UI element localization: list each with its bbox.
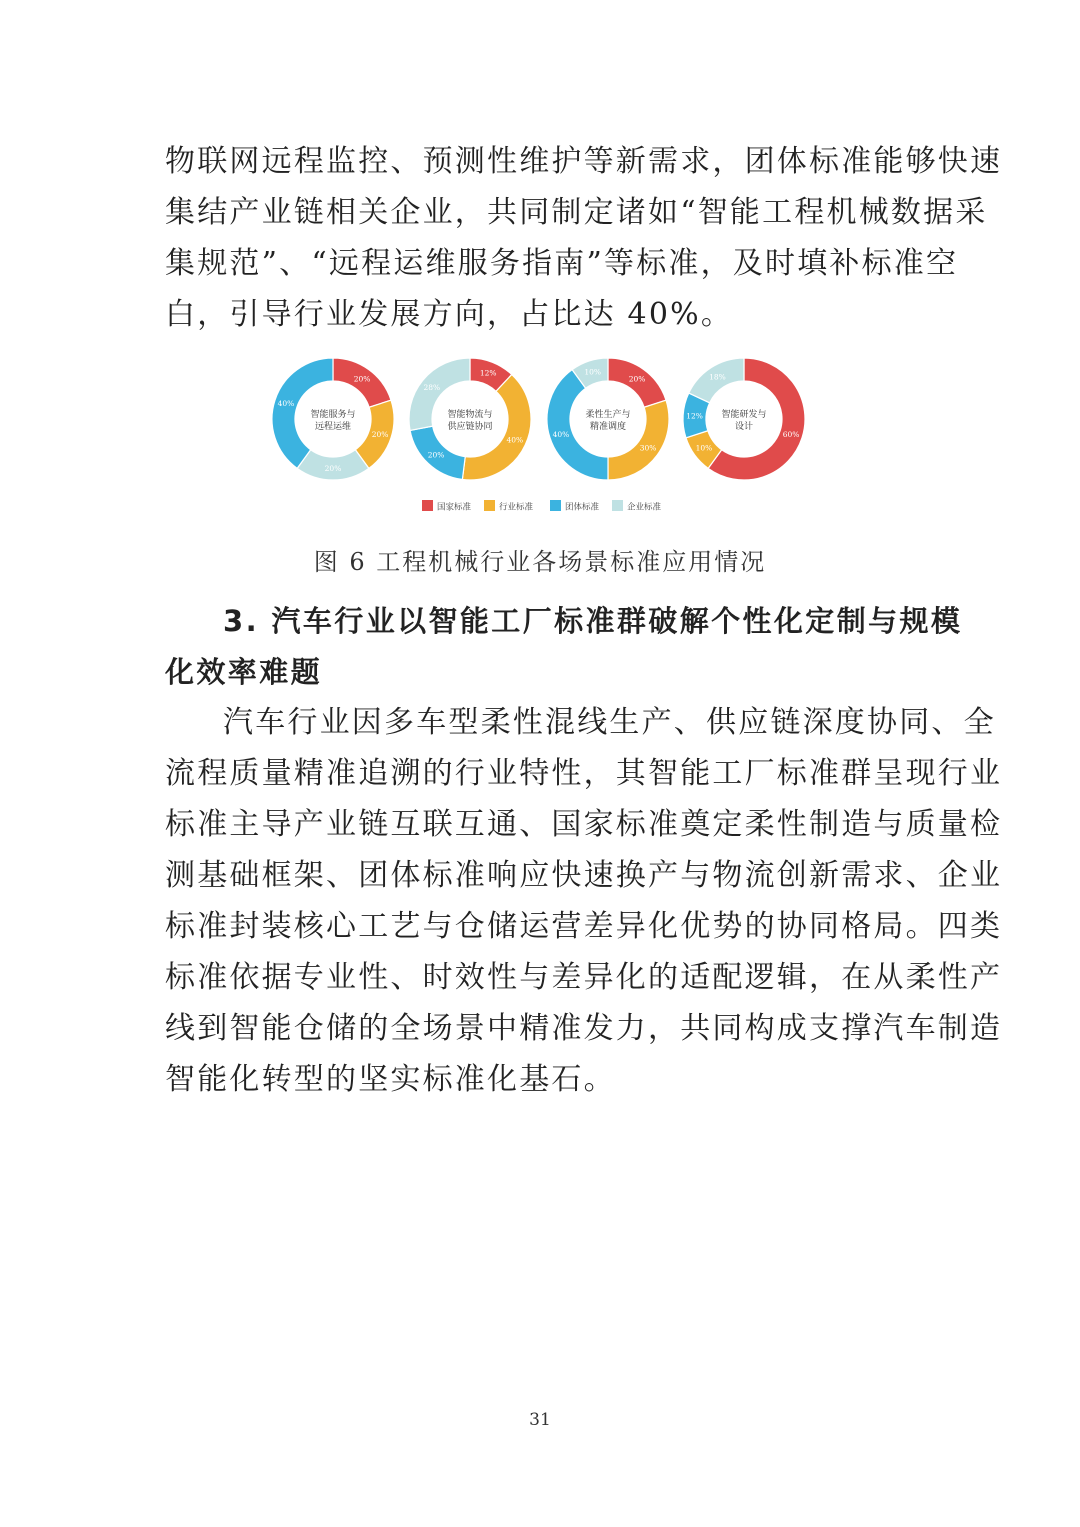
donut-center-label: 远程运维 [314,422,352,432]
slice-label: 28% [423,382,441,392]
slice-label: 18% [709,372,726,382]
slice-label: 40% [277,399,295,409]
page-number: 31 [529,1410,551,1430]
paragraph-intro [165,136,1003,340]
slice-label: 40% [552,429,570,439]
legend-label: 企业标准 [627,502,662,513]
legend-label: 国家标准 [437,502,472,513]
slice-label: 20% [628,374,646,384]
figure-caption: 图 6 工程机械行业各场景标准应用情况 [313,548,767,576]
slice-label: 10% [584,367,602,377]
heading-line: 化效率难题 [165,655,323,689]
legend-label: 团体标准 [565,502,600,513]
paragraph-line: 线到智能仓储的全场景中精准发力，共同构成支撑汽车制造 [165,1011,1003,1046]
paragraph-line: 白，引导行业发展方向，占比达 40%。 [165,297,734,332]
slice-label: 40% [506,435,524,445]
chart-legend [422,500,662,513]
donut-chart [409,358,531,480]
paragraph-line: 标准依据专业性、时效性与差异化的适配逻辑，在从柔性产 [165,960,1003,995]
paragraph-line: 标准主导产业链互联互通、国家标准奠定柔性制造与质量检 [165,807,1003,842]
donut-chart [683,358,805,480]
paragraph-automotive [165,697,1003,1105]
paragraph-line: 物联网远程监控、预测性维护等新需求，团体标准能够快速 [165,144,1003,179]
heading-line: 3. 汽车行业以智能工厂标准群破解个性化定制与规模 [223,604,963,638]
slice-label: 20% [324,464,342,473]
slice-label: 20% [427,450,445,460]
paragraph-line: 集结产业链相关企业，共同制定诸如“智能工程机械数据采 [165,195,988,230]
paragraph-line: 测基础框架、团体标准响应快速换产与物流创新需求、企业 [165,858,1003,893]
donut-center-label: 精准调度 [589,422,627,432]
legend-label: 行业标准 [499,502,534,513]
paragraph-line: 流程质量精准追溯的行业特性，其智能工厂标准群呈现行业 [165,756,1003,791]
paragraph-line: 智能化转型的坚实标准化基石。 [165,1062,616,1097]
paragraph-line: 标准封装核心工艺与仓储运营差异化优势的协同格局。四类 [165,909,1003,944]
legend-swatch [550,500,561,511]
slice-label: 12% [479,368,497,378]
slice-label: 20% [371,429,389,439]
legend-swatch [612,500,623,511]
section-heading [165,596,963,698]
donut-charts-figure [266,352,818,520]
slice-label: 10% [695,443,713,453]
slice-label: 20% [353,374,371,384]
donut-center-label: 智能服务与 [310,410,356,420]
slice-label: 60% [782,429,800,439]
donut-center-label: 智能物流与 [447,410,493,420]
donut-center-label: 智能研发与 [721,410,767,420]
donut-chart [547,358,669,480]
slice-label: 30% [639,443,657,453]
legend-swatch [484,500,495,511]
legend-swatch [422,500,433,511]
donut-chart [272,358,394,480]
slice-label: 12% [686,411,703,421]
paragraph-line: 集规范”、“远程运维服务指南”等标准，及时填补标准空 [165,246,959,281]
donut-center-label: 供应链协同 [447,422,493,432]
donut-center-label: 设计 [734,422,754,432]
donut-center-label: 柔性生产与 [585,410,631,420]
paragraph-line: 汽车行业因多车型柔性混线生产、供应链深度协同、全 [223,705,996,740]
